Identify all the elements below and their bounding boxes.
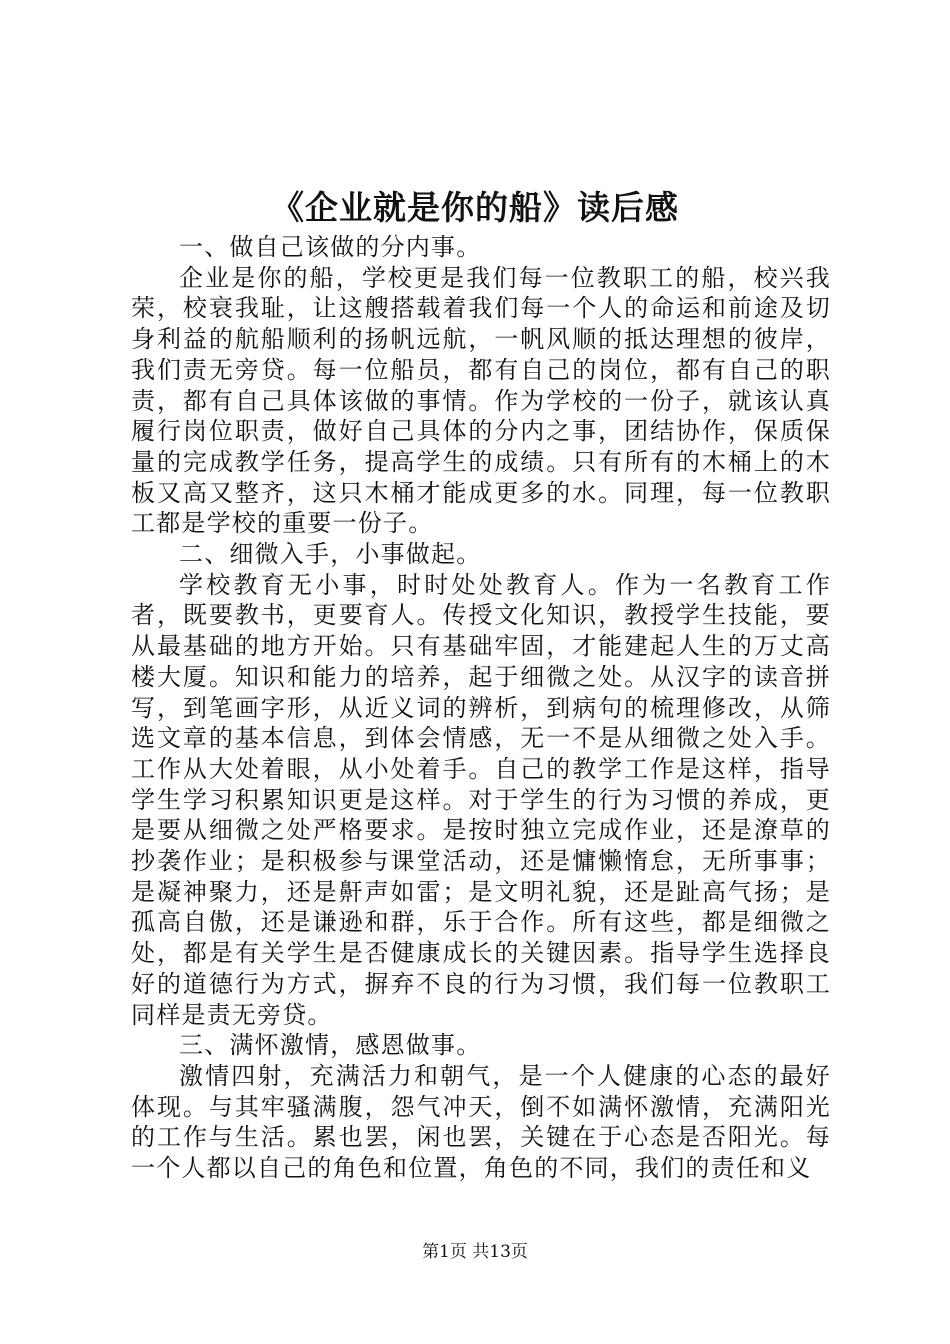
paragraph-1: 企业是你的船，学校更是我们每一位教职工的船，校兴我荣，校衰我耻，让这艘搭载着我们每一个人的命运和前途及切身利益的航船顺利的扬帆远航，一帆风顺的抵达理想的彼岸，我们责无旁贷。每一位船员，都有自己的岗位，都有自己的职责，都有自己具体该做的事情。作为学校的一份子，就该认真履行岗位职责，做好自己具体的分内之事，团结协作，保质保量的完成教学任务，提高学生的成绩。只有所有的木桶上的木板又高又整齐，这只木桶才能成更多的水。同理，每一位教职工都是学校的重要一份子。 [131,263,831,538]
section-heading-2: 二、细微入手，小事做起。 [179,540,482,569]
section-heading-3: 三、满怀激情，感恩做事。 [179,1031,482,1060]
paragraph-2: 学校教育无小事，时时处处教育人。作为一名教育工作者，既要教书，更要育人。传授文化知识，教授学生技能，要从最基础的地方开始。只有基础牢固，才能建起人生的万丈高楼大厦。知识和能力的培养，起于细微之处。从汉字的读音拼写，到笔画字形，从近义词的辨析，到病句的梳理修改，从筛选文章的基本信息，到体会情感，无一不是从细微之处入手。工作从大处着眼，从小处着手。自己的教学工作是这样，指导学生学习积累知识更是这样。对于学生的行为习惯的养成，更是要从细微之处严格要求。是按时独立完成作业，还是潦草的抄袭作业；是积极参与课堂活动，还是慵懒惰怠，无所事事；是凝神聚力，还是鼾声如雷；是文明礼貌，还是趾高气扬；是孤高自傲，还是谦逊和群，乐于合作。所有这些，都是细微之处，都是有关学生是否健康成长的关键因素。指导学生选择良好的道德行为方式，摒弃不良的行为习惯，我们每一位教职工同样是责无旁贷。 [131,570,831,1029]
page-footer: 第1页 共13页 [422,1242,528,1262]
section-heading-1: 一、做自己该做的分内事。 [179,233,482,261]
document-title: 《企业就是你的船》读后感 [271,188,679,227]
document-body [131,232,831,1184]
paragraph-3: 激情四射，充满活力和朝气，是一个人健康的心态的最好体现。与其牢骚满腹，怨气冲天，倒不如满怀激情，充满阳光的工作与生活。累也罢，闲也罢，关键在于心态是否阳光。每一个人都以自己的角色和位置，角色的不同，我们的责任和义 [131,1061,831,1183]
